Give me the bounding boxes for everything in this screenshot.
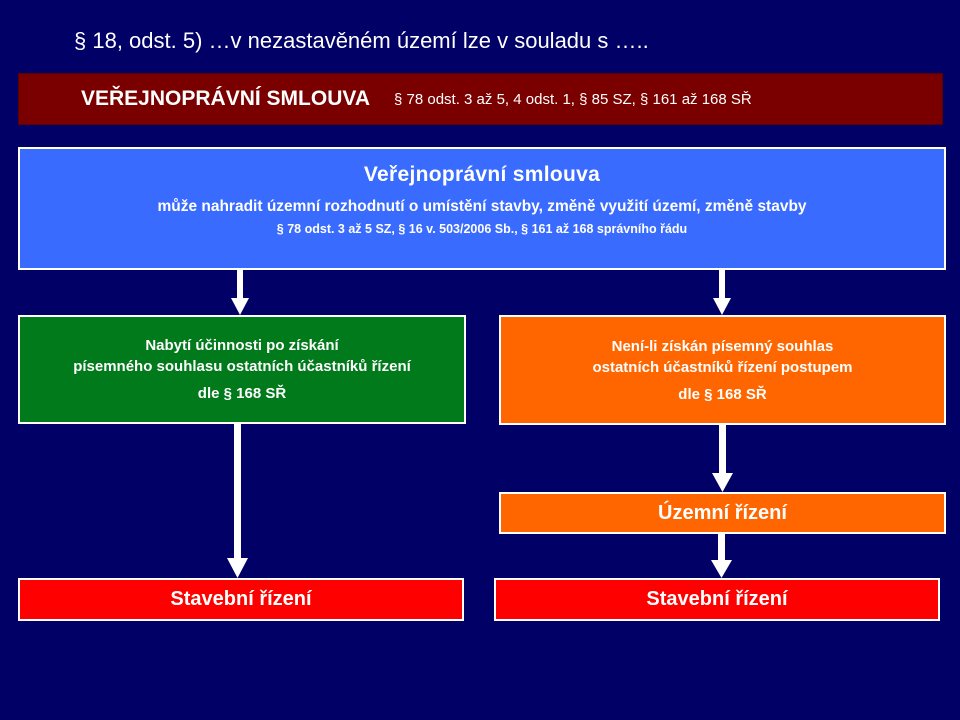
public-contract-description: může nahradit územní rozhodnutí o umístění stavby, změně využití území, změně stavby — [157, 198, 807, 215]
arrow-down-icon — [231, 270, 249, 315]
building-proceedings-right-label: Stavební řízení — [646, 588, 788, 610]
effectiveness-line-3: dle § 168 SŘ — [197, 385, 287, 402]
public-contract-title: Veřejnoprávní smlouva — [363, 163, 601, 186]
building-proceedings-left-label: Stavební řízení — [170, 588, 312, 610]
no-consent-line-2: ostatních účastníků řízení postupem — [592, 358, 853, 376]
arrow-down-icon — [711, 534, 732, 578]
slide-title: § 18, odst. 5) …v nezastavěném území lze v souladu s ….. — [74, 28, 649, 53]
effectiveness-line-1: Nabytí účinnosti po získání — [145, 337, 339, 354]
no-consent-line-1: Není-li získán písemný souhlas — [611, 337, 834, 355]
public-contract-reference: § 78 odst. 3 až 5 SZ, § 16 v. 503/2006 Sb., § 161 až 168 správního řádu — [276, 222, 688, 236]
arrow-down-icon — [712, 425, 733, 492]
arrow-down-icon — [227, 424, 248, 578]
territorial-proceedings-label: Územní řízení — [658, 501, 787, 524]
no-consent-line-3: dle § 168 SŘ — [678, 385, 767, 403]
banner-reference: § 78 odst. 3 až 5, 4 odst. 1, § 85 SZ, § 161 až 168 SŘ — [394, 90, 752, 108]
arrow-down-icon — [713, 270, 731, 315]
effectiveness-line-2: písemného souhlasu ostatních účastníků řízení — [73, 358, 411, 375]
banner-title: VEŘEJNOPRÁVNÍ SMLOUVA — [81, 87, 370, 110]
